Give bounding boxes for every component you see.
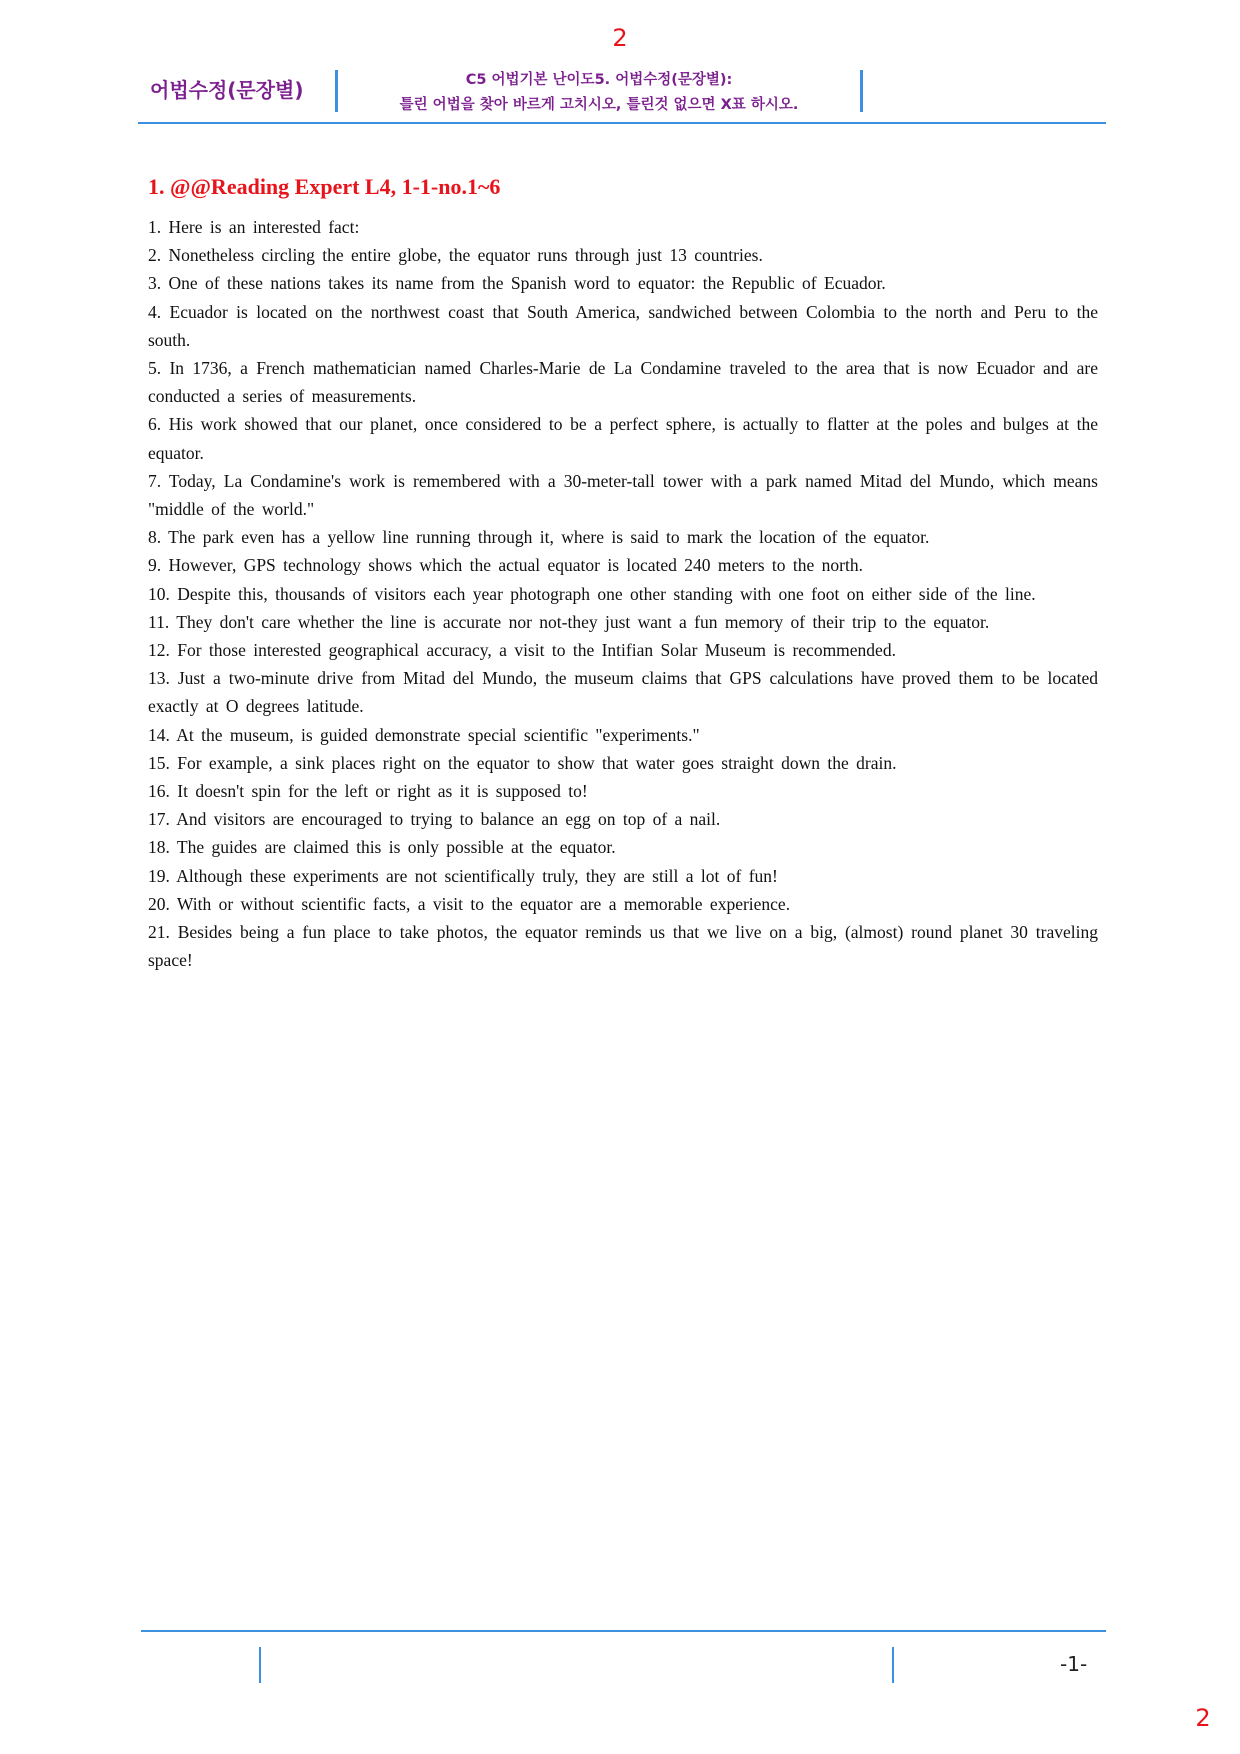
corner-page-number: 2 <box>1195 1704 1211 1732</box>
header-instructions <box>340 68 858 118</box>
sentence-item: 7. Today, La Condamine's work is remembered with a 30-meter-tall tower with a park named Mitad del Mundo, which means "middle of the world." <box>148 470 1098 520</box>
document-header <box>140 68 1106 124</box>
header-rule <box>138 122 1106 124</box>
sentence-item: 14. At the museum, is guided demonstrate special scientific "experiments." <box>148 724 700 745</box>
sentence-item: 8. The park even has a yellow line running through it, where is said to mark the location of the equator. <box>148 527 930 548</box>
sentence-item: 18. The guides are claimed this is only possible at the equator. <box>148 837 616 858</box>
sentence-list <box>148 213 1098 974</box>
top-page-number: 2 <box>612 24 628 52</box>
footer-divider <box>892 1647 894 1683</box>
sentence-item: 15. For example, a sink places right on the equator to show that water goes straight down the drain. <box>148 752 897 773</box>
sentence-item: 6. His work showed that our planet, once considered to be a perfect sphere, is actually to flatter at the poles and bulges at the equator. <box>148 414 1098 463</box>
header-divider <box>860 70 863 112</box>
sentence-item: 3. One of these nations takes its name from the Spanish word to equator: the Republic of Ecuador. <box>148 273 886 294</box>
sentence-item: 16. It doesn't spin for the left or right as it is supposed to! <box>148 781 588 802</box>
sentence-item: 19. Although these experiments are not scientifically truly, they are still a lot of fun! <box>148 865 778 886</box>
sentence-item: 9. However, GPS technology shows which the actual equator is located 240 meters to the north. <box>148 555 863 576</box>
sentence-item: 20. With or without scientific facts, a visit to the equator are a memorable experience. <box>148 893 791 914</box>
sentence-item: 13. Just a two-minute drive from Mitad del Mundo, the museum claims that GPS calculations have proved them to be located exactly at O degrees latitude. <box>148 668 1098 717</box>
header-divider <box>335 70 338 112</box>
sentence-item: 2. Nonetheless circling the entire globe, the equator runs through just 13 countries. <box>148 245 763 266</box>
sentence-item: 21. Besides being a fun place to take photos, the equator reminds us that we live on a big, (almost) round planet 30 traveling space! <box>148 922 1098 971</box>
sentence-item: 1. Here is an interested fact: <box>148 217 360 237</box>
header-subtitle-line2: 틀린 어법을 찾아 바르게 고치시오, 틀린것 없으면 X표 하시오. <box>399 97 799 113</box>
sentence-item: 5. In 1736, a French mathematician named Charles-Marie de La Condamine traveled to the area that is now Ecuador and are conducted a series of measurements. <box>148 358 1098 407</box>
sentence-item: 17. And visitors are encouraged to trying to balance an egg on top of a nail. <box>148 809 721 830</box>
footer-page-label: -1- <box>1060 1652 1088 1676</box>
sentence-item: 4. Ecuador is located on the northwest coast that South America, sandwiched between Colombia to the north and Peru to the south. <box>148 301 1098 350</box>
sentence-item: 10. Despite this, thousands of visitors each year photograph one other standing with one foot on either side of the line. <box>148 583 1036 604</box>
footer-rule <box>141 1630 1106 1632</box>
sentence-item: 12. For those interested geographical accuracy, a visit to the Intifian Solar Museum is recommended. <box>148 640 896 661</box>
header-title: 어법수정(문장별) <box>150 78 304 102</box>
section-heading: 1. @@Reading Expert L4, 1-1-no.1~6 <box>148 174 501 199</box>
footer-divider <box>259 1647 261 1683</box>
sentence-item: 11. They don't care whether the line is accurate nor not-they just want a fun memory of their trip to the equator. <box>148 611 990 632</box>
header-subtitle-line1: C5 어법기본 난이도5. 어법수정(문장별): <box>465 72 733 88</box>
